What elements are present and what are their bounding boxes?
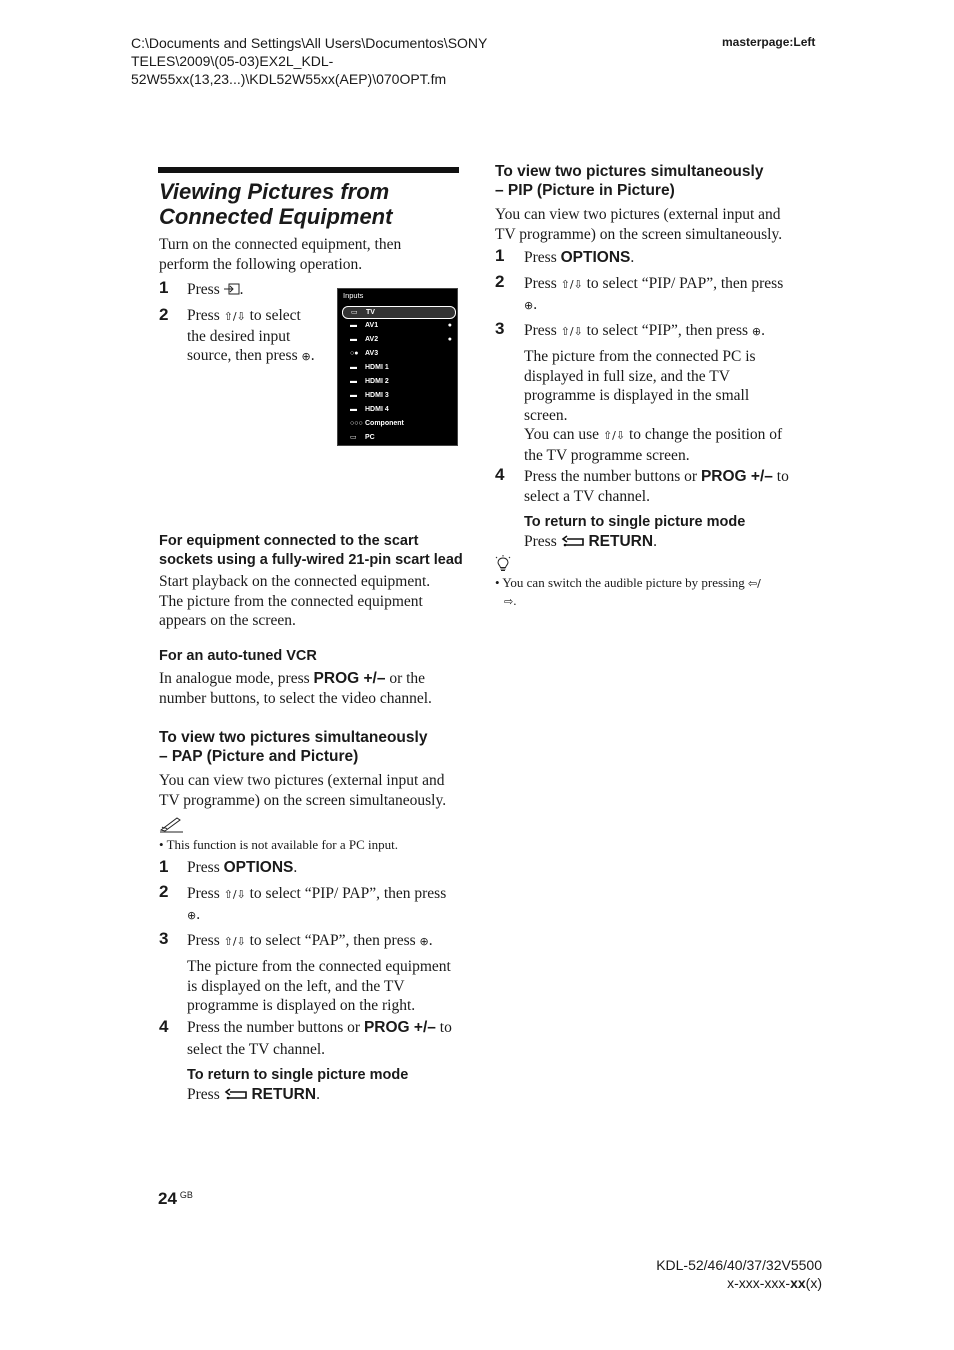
step-press: Press: [187, 932, 220, 949]
rca-icon: ○●: [350, 350, 359, 357]
enter-button-icon: ⊕: [751, 325, 762, 338]
note-pencil-icon: [159, 815, 185, 838]
step-line: the desired input: [187, 327, 291, 345]
hdmi-icon: ▬: [350, 406, 357, 413]
return-icon: [561, 533, 585, 553]
pc-icon: ▭: [350, 434, 357, 441]
step-text: Press ⇧/⇩ to select “PAP”, then press ⊕.: [187, 932, 433, 949]
intro-text: [159, 235, 459, 274]
desc-line: to change the position of: [628, 426, 783, 443]
menu-item-hdmi4: [342, 404, 454, 416]
menu-item-label: HDMI 1: [365, 364, 389, 371]
scart-heading-line: For equipment connected to the scart: [159, 533, 419, 549]
tv-icon: ▭: [351, 309, 358, 316]
menu-item-label: PC: [365, 434, 375, 441]
scart-heading: [159, 532, 469, 569]
desc-line: programme is displayed on the right.: [187, 997, 416, 1014]
pip-intro-line: You can view two pictures (external input and: [495, 206, 781, 223]
menu-item-tv: [342, 306, 456, 319]
menu-item-label: AV2: [365, 336, 379, 343]
up-down-arrow-icon: ⇧/⇩: [223, 310, 246, 323]
menu-item-label: Component: [365, 420, 404, 427]
menu-item-hdmi3: [342, 390, 454, 402]
pap-heading-line: To view two pictures simultaneously: [159, 729, 428, 746]
menu-item-label: AV3: [365, 350, 379, 357]
pip-step3-desc: [524, 347, 804, 465]
step-press: Press: [187, 1086, 220, 1103]
intro-line: perform the following operation.: [159, 255, 363, 273]
vcr-text: [159, 669, 469, 708]
up-down-arrow-icon: ⇧/⇩: [560, 325, 583, 338]
code-part: x-xxx-xxx-: [727, 1275, 791, 1291]
step-number: 1: [159, 278, 169, 297]
section-rule: [158, 167, 459, 173]
scart-icon: ▬: [350, 336, 357, 343]
menu-item-av2: [342, 334, 454, 346]
menu-item-component: [342, 418, 454, 430]
pip-tip: • You can switch the audible picture by pressing ⇦/ ⇨.: [495, 575, 761, 608]
pip-heading-line: – PIP (Picture in Picture): [495, 182, 675, 199]
return-button-label: RETURN: [588, 533, 654, 550]
desc-line: programme is displayed in the small: [524, 387, 750, 404]
up-down-arrow-icon: ⇧/⇩: [560, 278, 583, 291]
step-line: to select: [249, 307, 301, 324]
desc-line: displayed in full size, and the TV: [524, 367, 730, 385]
step-line: to select “PIP”, then press: [586, 322, 749, 339]
enter-button-icon: ⊕: [419, 935, 429, 948]
prog-button-label: PROG +/–: [363, 1019, 436, 1036]
input-icon: [224, 281, 240, 301]
step-number: 2: [159, 305, 169, 324]
vcr-line: number buttons, to select the video channel.: [159, 689, 432, 707]
hdmi-icon: ▬: [350, 364, 357, 371]
step-text: Press .: [187, 280, 243, 301]
file-path-line: 52W55xx(13,23...)\KDL52W55xx(AEP)\070OPT.fm: [131, 71, 447, 87]
step-line: select a TV channel.: [524, 487, 650, 505]
scart-heading-line: sockets using a fully-wired 21-pin scart lead: [159, 551, 463, 568]
component-icon: ○○○: [350, 420, 363, 427]
options-button-label: OPTIONS: [223, 859, 294, 876]
menu-item-pc: [342, 432, 454, 444]
desc-line: is displayed on the left, and the TV: [187, 977, 405, 995]
menu-item-label: TV: [366, 309, 375, 316]
enter-button-icon: ⊕: [187, 908, 197, 922]
pap-intro-line: You can view two pictures (external input and: [159, 772, 445, 789]
pap-return-text: Press RETURN.: [187, 1085, 320, 1106]
code-part: (x): [805, 1275, 822, 1291]
desc-line: The picture from the connected equipment: [187, 958, 451, 975]
file-path-line: C:\Documents and Settings\All Users\Documentos\SONY: [131, 35, 488, 51]
scart-text: [159, 572, 459, 631]
pip-intro-line: TV programme) on the screen simultaneously.: [495, 225, 783, 243]
step-press: Press: [524, 275, 557, 292]
step-text: Press ⇧/⇩ to select “PIP/ PAP”, then press ⊕.: [187, 885, 447, 923]
menu-item-hdmi1: [342, 362, 454, 374]
inputs-menu-title: Inputs: [343, 291, 364, 300]
step-press: Press: [524, 322, 557, 339]
code-part: xx: [790, 1275, 806, 1291]
desc-line: You can use: [524, 426, 600, 443]
step-line: to select “PAP”, then press: [249, 932, 416, 949]
model-info: [640, 1256, 822, 1292]
menu-item-label: HDMI 3: [365, 392, 389, 399]
prog-button-label: PROG +/–: [700, 468, 773, 485]
step-press: Press: [524, 533, 557, 550]
model-number: KDL-52/46/40/37/32V5500: [656, 1257, 822, 1273]
step-text-part: Press the number buttons or: [524, 468, 698, 485]
pip-heading: [495, 162, 805, 200]
intro-line: Turn on the connected equipment, then: [159, 236, 402, 253]
step-text: Press ⇧/⇩ to select the desired input source, then press ⊕.: [187, 306, 332, 367]
step-number: 2: [495, 272, 505, 291]
step-text-part: Press the number buttons or: [187, 1019, 361, 1036]
step-text: Press ⇧/⇩ to select “PIP”, then press ⊕.: [524, 322, 766, 339]
menu-item-av3: [342, 348, 454, 360]
step-line: to select “PIP/ PAP”, then press: [586, 275, 784, 292]
output-icon: ●: [447, 322, 452, 329]
vcr-heading: For an auto-tuned VCR: [159, 648, 317, 664]
output-icon: ●: [447, 336, 452, 343]
step-text-part: to: [776, 468, 789, 485]
pap-heading-line: – PAP (Picture and Picture): [159, 748, 359, 765]
page-number-value: 24: [158, 1189, 177, 1208]
desc-line: screen.: [524, 406, 568, 424]
step-text: [187, 1018, 477, 1059]
page-region-code: GB: [179, 1190, 193, 1200]
page-number: [158, 1189, 193, 1209]
prog-button-label: PROG +/–: [313, 670, 386, 687]
step-text: [524, 467, 814, 506]
right-arrow-icon: ⇨: [504, 595, 514, 608]
pap-heading: [159, 728, 469, 766]
step-line: select the TV channel.: [187, 1040, 326, 1058]
menu-item-label: HDMI 4: [365, 406, 389, 413]
pap-return-heading: To return to single picture mode: [187, 1067, 409, 1083]
step-number: 1: [159, 857, 169, 876]
step-press: Press: [187, 859, 220, 876]
step-text: Press OPTIONS.: [524, 249, 635, 266]
inputs-menu: [337, 288, 458, 446]
section-title: [159, 179, 459, 229]
vcr-text-part: or the: [389, 670, 426, 687]
scart-line: Start playback on the connected equipment.: [159, 573, 431, 590]
pip-return-heading: To return to single picture mode: [524, 514, 746, 530]
options-button-label: OPTIONS: [560, 249, 631, 266]
pip-intro: [495, 205, 805, 244]
desc-line: the TV programme screen.: [524, 446, 690, 464]
scart-icon: ▬: [350, 322, 357, 329]
step-number: 1: [495, 246, 505, 265]
section-title-line2: Connected Equipment: [159, 204, 393, 229]
step-press: Press: [187, 307, 220, 324]
menu-item-label: HDMI 2: [365, 378, 389, 385]
left-right-arrow-icon: ⇦/: [747, 577, 761, 590]
pap-intro: [159, 771, 469, 810]
section-title-line1: Viewing Pictures from: [159, 179, 390, 204]
step-number: 4: [159, 1017, 169, 1036]
pip-return-text: Press RETURN.: [524, 532, 657, 553]
hdmi-icon: ▬: [350, 378, 357, 385]
return-button-label: RETURN: [251, 1086, 317, 1103]
file-path: [131, 34, 551, 88]
scart-line: The picture from the connected equipment: [159, 592, 423, 610]
document-code: [640, 1274, 822, 1292]
tip-text: • You can switch the audible picture by pressing: [495, 575, 745, 590]
step-number: 3: [495, 319, 505, 338]
step-text: Press ⇧/⇩ to select “PIP/ PAP”, then press ⊕.: [524, 275, 784, 313]
enter-button-icon: ⊕: [301, 350, 311, 363]
step-number: 2: [159, 882, 169, 901]
step-press: Press: [187, 281, 220, 298]
pap-note: • This function is not available for a PC input.: [159, 837, 399, 852]
masterpage-label: masterpage:Left: [722, 35, 816, 49]
step-number: 4: [495, 465, 505, 484]
file-path-line: TELES\2009\(05-03)EX2L_KDL-: [131, 53, 334, 69]
menu-item-label: AV1: [365, 322, 379, 329]
step-number: 3: [159, 929, 169, 948]
pap-step3-desc: [187, 957, 467, 1016]
up-down-arrow-icon: ⇧/⇩: [602, 429, 626, 442]
step-press: Press: [524, 249, 557, 266]
up-down-arrow-icon: ⇧/⇩: [223, 935, 246, 948]
step-line: to select “PIP/ PAP”, then press: [249, 885, 447, 902]
hdmi-icon: ▬: [350, 392, 357, 399]
vcr-text-part: In analogue mode, press: [159, 670, 310, 687]
step-text-part: to: [439, 1019, 452, 1036]
step-press: Press: [187, 885, 220, 902]
pap-intro-line: TV programme) on the screen simultaneously.: [159, 791, 447, 809]
menu-item-av1: [342, 320, 454, 332]
return-icon: [224, 1086, 248, 1106]
step-text: Press OPTIONS.: [187, 859, 298, 876]
enter-button-icon: ⊕: [524, 298, 534, 312]
desc-line: The picture from the connected PC is: [524, 348, 756, 365]
menu-item-hdmi2: [342, 376, 454, 388]
scart-line: appears on the screen.: [159, 612, 296, 629]
up-down-arrow-icon: ⇧/⇩: [223, 888, 246, 901]
pip-heading-line: To view two pictures simultaneously: [495, 163, 764, 180]
step-line: source, then press: [187, 347, 298, 364]
